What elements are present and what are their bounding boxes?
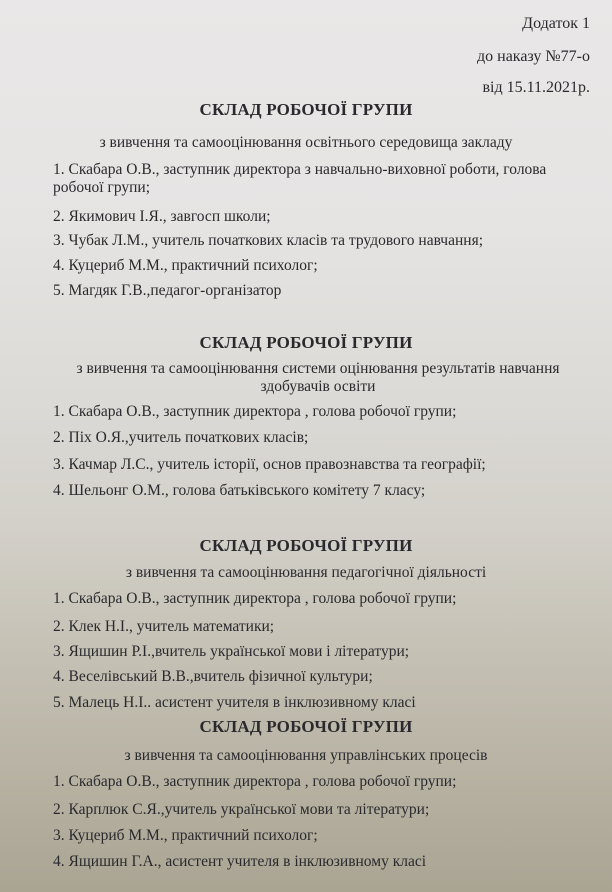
group-subtitle: з вивчення та самооцінювання педагогічної діяльності <box>125 564 487 581</box>
group-subtitle: з вивчення та самооцінювання освітнього середовища закладу <box>99 134 513 151</box>
list-item: 4. Ящишин Г.А., асистент учителя в інклюзивному класі <box>53 853 427 870</box>
annex-order-ref: до наказу №77-о <box>476 48 590 65</box>
annex-date: від 15.11.2021р. <box>482 79 590 96</box>
list-item: 4. Шельонг О.М., голова батьківського комітету 7 класу; <box>53 482 426 499</box>
group-subtitle: з вивчення та самооцінювання системи оцінювання результатів навчання <box>76 360 560 377</box>
annex-number: Додаток 1 <box>522 15 590 32</box>
group-subtitle-continuation: здобувачів освіти <box>260 378 376 395</box>
list-item: 2. Якимович І.Я., завгосп школи; <box>53 208 271 225</box>
list-item: 5. Магдяк Г.В.,педагог-організатор <box>53 282 282 299</box>
group-title: СКЛАД РОБОЧОЇ ГРУПИ <box>199 100 413 119</box>
group-subtitle: з вивчення та самооцінювання управлінських процесів <box>124 747 488 764</box>
list-item: 3. Куцериб М.М., практичний психолог; <box>53 827 318 844</box>
list-item: 4. Веселівський В.В.,вчитель фізичної культури; <box>53 668 373 685</box>
list-item: 1. Скабара О.В., заступник директора з навчально-виховної роботи, голова <box>53 161 547 178</box>
list-item: 1. Скабара О.В., заступник директора , голова робочої групи; <box>53 773 457 790</box>
group-title: СКЛАД РОБОЧОЇ ГРУПИ <box>199 536 413 555</box>
list-item: 4. Куцериб М.М., практичний психолог; <box>53 257 318 274</box>
group-title: СКЛАД РОБОЧОЇ ГРУПИ <box>199 717 413 736</box>
list-item: 2. Піх О.Я.,учитель початкових класів; <box>53 429 309 446</box>
list-item: 2. Карплюк С.Я.,учитель української мови та літератури; <box>53 801 430 818</box>
list-item: 1. Скабара О.В., заступник директора , голова робочої групи; <box>53 403 457 420</box>
list-item: 3. Ящишин Р.І.,вчитель української мови і літератури; <box>53 643 410 660</box>
list-item: 3. Качмар Л.С., учитель історії, основ правознавства та географії; <box>53 456 486 473</box>
group-title: СКЛАД РОБОЧОЇ ГРУПИ <box>199 333 413 352</box>
list-item: 1. Скабара О.В., заступник директора , голова робочої групи; <box>53 590 457 607</box>
list-item: 2. Клек Н.І., учитель математики; <box>53 618 275 635</box>
list-item: 3. Чубак Л.М., учитель початкових класів та трудового навчання; <box>53 232 484 249</box>
list-item-continuation: робочої групи; <box>53 179 151 196</box>
list-item: 5. Малець Н.І.. асистент учителя в інклюзивному класі <box>53 694 416 711</box>
